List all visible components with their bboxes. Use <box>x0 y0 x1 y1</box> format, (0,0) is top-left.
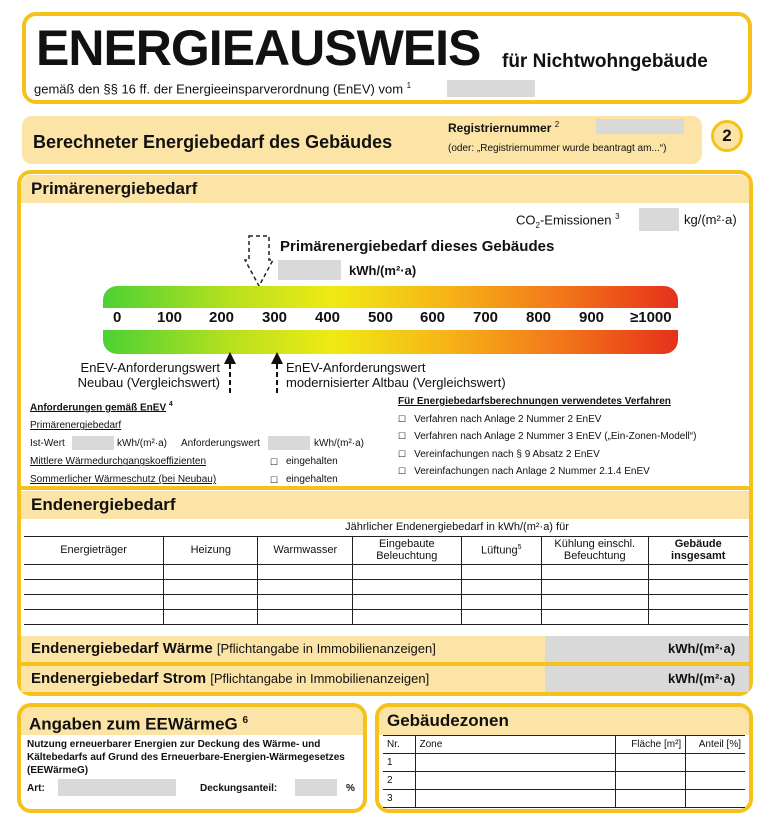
eewaermeg-heading-text: Angaben zum EEWärmeG <box>29 714 238 734</box>
method-item[interactable] <box>398 411 748 429</box>
method-checkbox[interactable]: ☐ <box>398 431 407 441</box>
ist-value-field[interactable] <box>72 436 114 450</box>
col-header: Eingebaute Beleuchtung <box>353 536 461 564</box>
summer-label: Sommerlicher Wärmeschutz (bei Neubau) <box>30 474 217 486</box>
scale-tick: 500 <box>368 309 394 326</box>
col-header-total: Gebäude insgesamt <box>648 536 748 564</box>
table-row <box>24 579 748 594</box>
anforderungswert-field[interactable] <box>268 436 310 450</box>
method-checkbox[interactable]: ☐ <box>398 466 407 476</box>
scale-tick: 900 <box>579 309 605 326</box>
scale-tick: 100 <box>157 309 183 326</box>
zones-col-header: Anteil [%] <box>686 736 745 754</box>
requirements-block <box>30 396 390 489</box>
method-item[interactable] <box>398 446 748 464</box>
lueftung-footnote: 5 <box>517 543 522 551</box>
requirements-footnote: 4 <box>168 401 173 408</box>
requirements-primary-label: Primärenergiebedarf <box>30 420 122 432</box>
power-demand-note: [Pflichtangabe in Immobilienanzeigen] <box>210 671 430 686</box>
eewaermeg-footnote: 6 <box>242 715 249 726</box>
end-energy-group-header: Jährlicher Endenergiebedarf in kWh/(m²·a) für <box>345 521 569 533</box>
building-demand-unit: kWh/(m²·a) <box>349 263 417 278</box>
anforderungswert-unit: kWh/(m²·a) <box>314 438 364 450</box>
date-field[interactable] <box>447 80 535 97</box>
scale-tick: 0 <box>113 309 122 326</box>
co2-label-sub: 2 <box>535 220 540 230</box>
registration-number-field[interactable] <box>596 119 684 134</box>
scale-tick: 700 <box>473 309 499 326</box>
u-value-checkbox[interactable]: ☐ <box>270 457 279 468</box>
col-header: Energieträger <box>24 536 164 564</box>
zone-nr: 2 <box>383 772 415 790</box>
table-row <box>24 609 748 624</box>
co2-unit: kg/(m²·a) <box>684 212 737 227</box>
col-header: Warmwasser <box>258 536 353 564</box>
registration-note: (oder: „Registriernummer wurde beantragt am...“) <box>448 143 667 154</box>
heat-demand-note: [Pflichtangabe in Immobilienanzeigen] <box>216 641 436 656</box>
building-demand-label: Primärenergiebedarf dieses Gebäudes <box>280 238 555 255</box>
method-checkbox[interactable]: ☐ <box>398 448 407 459</box>
method-label: Vereinfachungen nach § 9 Absatz 2 EnEV <box>414 448 600 460</box>
table-row <box>383 772 745 790</box>
document-title-suffix: für Nichtwohngebäude <box>502 51 708 72</box>
subtitle-footnote: 1 <box>406 81 412 90</box>
u-value-label: Mittlere Wärmedurchgangskoeffizienten <box>30 456 207 468</box>
co2-label-post: -Emissionen <box>539 212 612 228</box>
anforderungswert-label: Anforderungswert <box>181 438 260 450</box>
zone-nr: 3 <box>383 790 415 808</box>
section-divider <box>17 486 753 490</box>
ist-label: Ist-Wert <box>30 438 65 450</box>
summer-checkbox[interactable]: ☐ <box>270 475 279 486</box>
document-title: ENERGIEAUSWEIS <box>36 20 481 76</box>
summer-status: eingehalten <box>286 474 338 486</box>
document-subtitle <box>34 81 411 96</box>
scale-tick: ≥1000 <box>630 309 672 326</box>
section-title: Berechneter Energiebedarf des Gebäudes <box>33 132 393 152</box>
altbau-arrow-icon <box>270 352 284 394</box>
eewaermeg-share-unit: % <box>346 783 355 794</box>
methods-heading: Für Energiebedarfsberechnungen verwendetes Verfahren <box>398 396 671 407</box>
u-value-row <box>30 453 390 471</box>
scale-tick: 400 <box>315 309 341 326</box>
subtitle-text: gemäß den §§ 16 ff. der Energieeinsparverordnung (EnEV) vom <box>34 81 404 97</box>
empty-header-cell <box>24 519 164 536</box>
scale-tick: 300 <box>262 309 288 326</box>
method-item[interactable] <box>398 463 748 481</box>
table-row <box>24 564 748 579</box>
scale-tick: 800 <box>526 309 552 326</box>
neubau-line1: EnEV-Anforderungswert <box>80 360 220 375</box>
zones-table <box>383 735 745 808</box>
registration-footnote: 2 <box>554 120 560 129</box>
neubau-line2: Neubau (Vergleichswert) <box>77 375 220 390</box>
co2-label <box>516 212 620 230</box>
scale-tick: 200 <box>209 309 235 326</box>
registration-label <box>448 120 559 135</box>
heat-demand-label <box>31 640 436 657</box>
page-number-badge <box>711 120 743 152</box>
building-demand-field[interactable] <box>278 260 341 280</box>
group-header-cell <box>164 519 748 536</box>
col-header-lueftung <box>461 536 542 564</box>
heat-demand-unit: kWh/(m²·a) <box>668 641 736 656</box>
altbau-reference-label <box>286 360 506 390</box>
scale-tick: 600 <box>420 309 446 326</box>
power-demand-title: Endenergiebedarf Strom <box>31 670 207 687</box>
eewaermeg-text: Nutzung erneuerbarer Energien zur Deckung des Wärme- und Kältebedarfs auf Grund des Erneuerbare-Energien-Wärmegesetzes (EEWärmeG) <box>27 739 345 776</box>
requirements-heading-text: Anforderungen gemäß EnEV <box>30 402 167 414</box>
method-item[interactable] <box>398 428 748 446</box>
end-energy-heading: Endenergiebedarf <box>21 491 749 519</box>
neubau-reference-label <box>40 360 220 390</box>
table-row <box>383 754 745 772</box>
requirements-values-row <box>30 435 390 453</box>
methods-block <box>398 393 748 481</box>
neubau-arrow-icon <box>223 352 237 394</box>
u-value-status: eingehalten <box>286 456 338 468</box>
requirements-heading <box>30 396 390 417</box>
primary-heading: Primärenergiebedarf <box>21 175 749 203</box>
col-header: Kühlung einschl. Befeuchtung <box>542 536 648 564</box>
zones-heading: Gebäudezonen <box>379 707 749 735</box>
heat-demand-title: Endenergiebedarf Wärme <box>31 640 213 657</box>
co2-label-pre: CO <box>516 212 536 228</box>
eewaermeg-heading <box>21 707 363 735</box>
col-header: Heizung <box>164 536 258 564</box>
page-number: 2 <box>722 126 732 145</box>
altbau-line1: EnEV-Anforderungswert <box>286 360 426 375</box>
table-row <box>24 594 748 609</box>
end-energy-table <box>24 519 748 625</box>
zones-col-header: Zone <box>415 736 615 754</box>
building-pointer-icon <box>244 234 274 288</box>
method-checkbox[interactable]: ☐ <box>398 413 407 424</box>
registration-label-text: Registriernummer <box>448 121 552 135</box>
method-label: Vereinfachungen nach Anlage 2 Nummer 2.1.4 EnEV <box>414 466 650 477</box>
scale-ticks <box>0 309 775 329</box>
eewaermeg-share-label: Deckungsanteil: <box>200 783 278 794</box>
method-label: Verfahren nach Anlage 2 Nummer 3 EnEV („Ein-Zonen-Modell“) <box>414 431 697 442</box>
zone-nr: 1 <box>383 754 415 772</box>
eewaermeg-art-label: Art: <box>27 783 45 794</box>
table-row <box>383 790 745 808</box>
method-label: Verfahren nach Anlage 2 Nummer 2 EnEV <box>414 413 602 425</box>
altbau-line2: modernisierter Altbau (Vergleichswert) <box>286 375 506 390</box>
eewaermeg-share-field[interactable] <box>295 779 337 796</box>
power-demand-label <box>31 670 429 687</box>
lueftung-label: Lüftung <box>480 544 518 557</box>
co2-value-field[interactable] <box>639 208 679 231</box>
eewaermeg-art-field[interactable] <box>58 779 176 796</box>
co2-footnote: 3 <box>615 212 620 221</box>
power-demand-unit: kWh/(m²·a) <box>668 671 736 686</box>
zones-col-header: Nr. <box>383 736 415 754</box>
zones-col-header: Fläche [m²] <box>615 736 685 754</box>
ist-unit: kWh/(m²·a) <box>117 438 167 450</box>
